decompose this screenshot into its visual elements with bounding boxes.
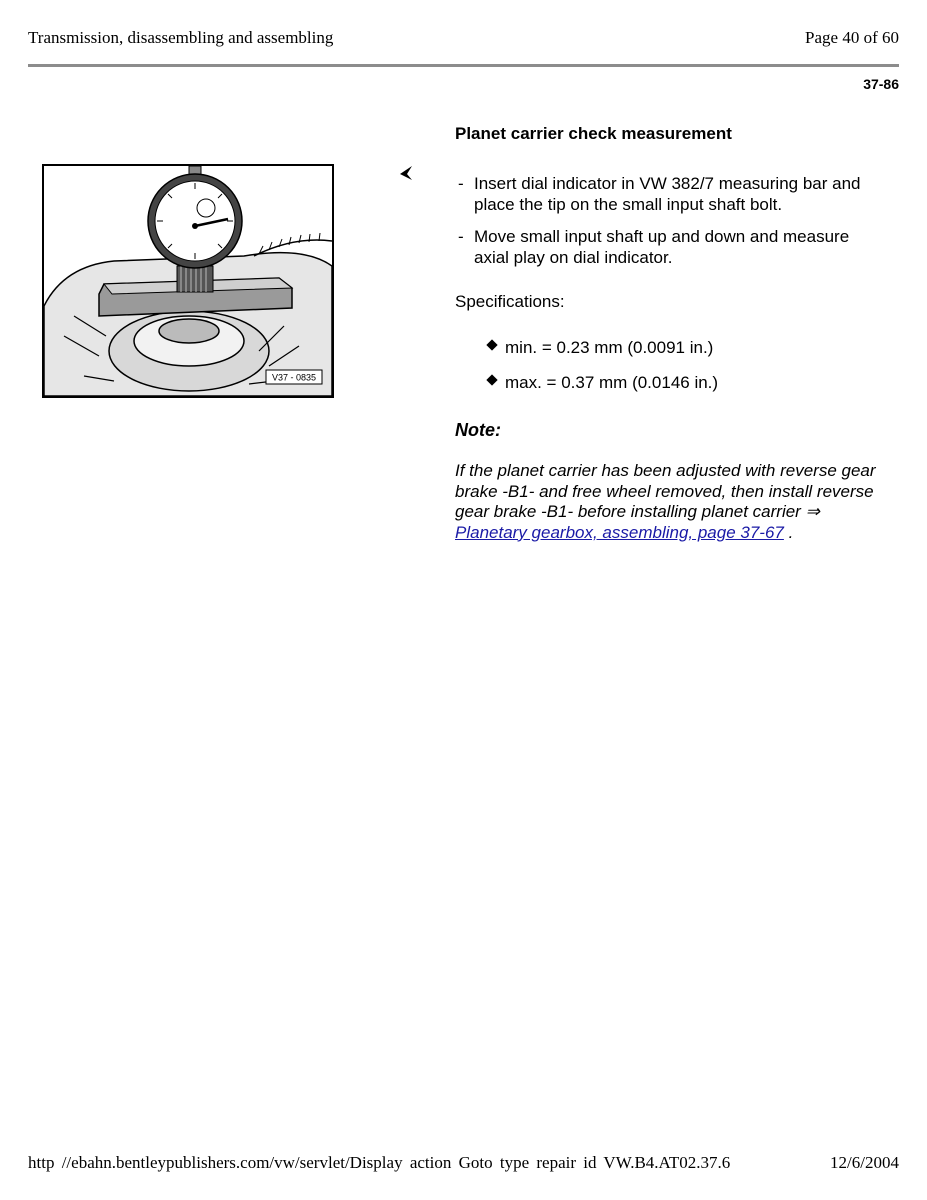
link-arrow-icon: ⇒ [805, 502, 820, 521]
diamond-bullet-icon [486, 339, 497, 350]
dial-indicator-drawing [44, 166, 332, 396]
page-number: Page 40 of 60 [805, 28, 899, 47]
step-text: Insert dial indicator in VW 382/7 measuring bar and place the tip on the small input shaft bolt. [474, 174, 861, 214]
instruction-steps [455, 174, 885, 280]
spec-text: min. = 0.23 mm (0.0091 in.) [505, 338, 714, 357]
step-marker: - [458, 174, 464, 193]
document-title: Transmission, disassembling and assembling [28, 28, 334, 47]
spec-item [488, 338, 713, 358]
dial-indicator-illustration [42, 164, 334, 398]
step-item [455, 174, 885, 215]
footer-url: http //ebahn.bentleypublishers.com/vw/servlet/Display action Goto type repair id VW.B4.AT02.37.6 [28, 1153, 731, 1172]
step-marker: - [458, 227, 464, 246]
spec-text: max. = 0.37 mm (0.0146 in.) [505, 373, 719, 392]
spec-item [488, 373, 718, 393]
step-item [455, 227, 885, 268]
footer-date: 12/6/2004 [830, 1153, 899, 1172]
section-number: 37-86 [863, 76, 899, 92]
specifications-label: Specifications: [455, 292, 565, 311]
note-body: If the planet carrier has been adjusted with reverse gear brake -B1- and free wheel removed, then install reverse gear brake -B1- before installing planet carrier [455, 461, 876, 521]
diamond-bullet-icon [486, 374, 497, 385]
figure-label: V37 - 0835 [271, 372, 317, 383]
step-text: Move small input shaft up and down and measure axial play on dial indicator. [474, 227, 850, 267]
note-text [455, 461, 887, 543]
planetary-gearbox-link[interactable]: Planetary gearbox, assembling, page 37-67 [455, 522, 784, 542]
note-heading: Note: [455, 420, 501, 440]
header-divider [28, 64, 899, 67]
note-trailing: . [788, 522, 794, 542]
arrow-pointer-icon [398, 164, 416, 182]
section-title: Planet carrier check measurement [455, 124, 732, 143]
